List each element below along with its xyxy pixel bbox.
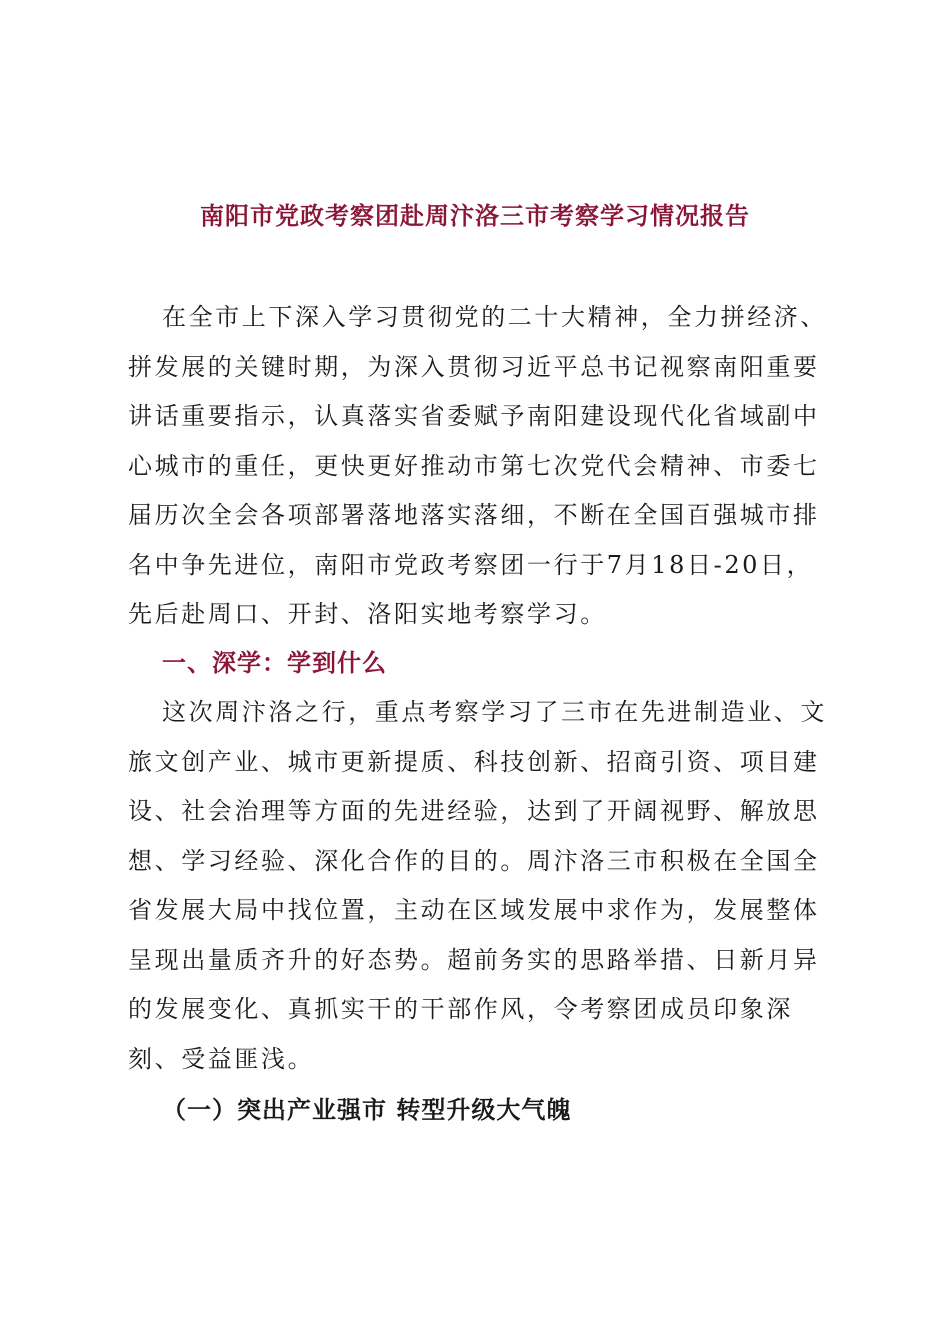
subsection-heading: （一）突出产业强市 转型升级大气魄: [162, 1096, 572, 1124]
document-title: 南阳市党政考察团赴周汴洛三市考察学习情况报告: [200, 201, 750, 230]
section-heading: 一、深学：学到什么: [162, 649, 387, 677]
paragraph-intro: 在全市上下深入学习贯彻党的二十大精神，全力拼经济、拼发展的关键时期，为深入贯彻习近平总书记视察南阳重要讲话重要指示，认真落实省委赋予南阳建设现代化省域副中心城市的重任，更快更好推动市第七次党代会精神、市委七届历次全会各项部署落地落实落细，不断在全国百强城市排名中争先进位，南阳市党政考察团一行于7月18日-20日，先后赴周口、开封、洛阳实地考察学习。: [128, 303, 827, 628]
paragraph-body: 这次周汴洛之行，重点考察学习了三市在先进制造业、文旅文创产业、城市更新提质、科技创新、招商引资、项目建设、社会治理等方面的先进经验，达到了开阔视野、解放思想、学习经验、深化合作的目的。周汴洛三市积极在全国全省发展大局中找位置，主动在区域发展中求作为，发展整体呈现出量质齐升的好态势。超前务实的思路举措、日新月异的发展变化、真抓实干的干部作风，令考察团成员印象深刻、受益匪浅。: [128, 698, 827, 1073]
